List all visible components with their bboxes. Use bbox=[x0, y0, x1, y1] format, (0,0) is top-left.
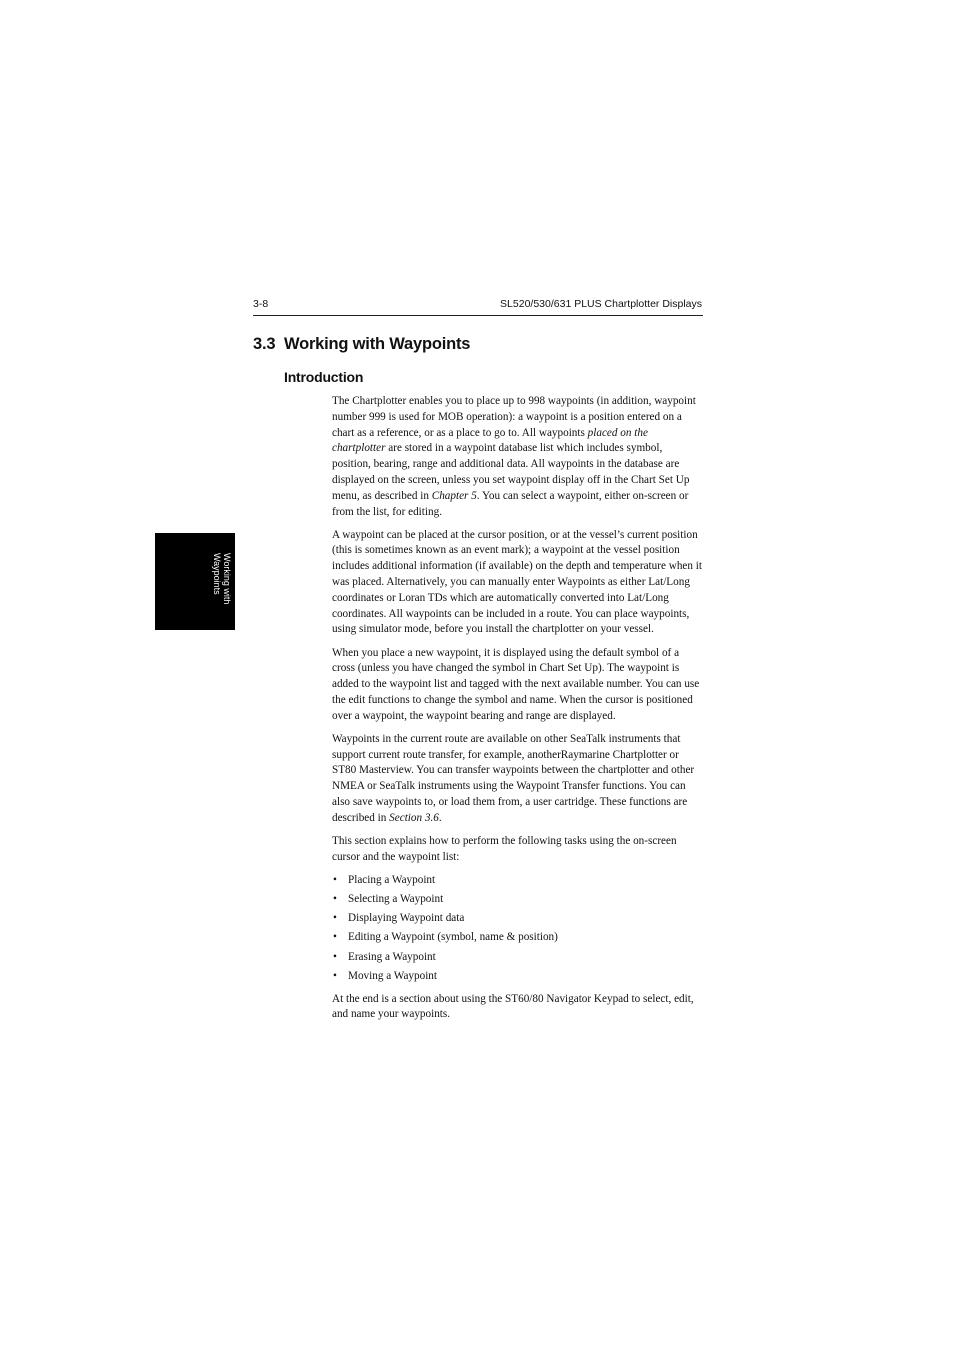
chapter-thumb-tab bbox=[155, 533, 235, 630]
paragraph-placement: A waypoint can be placed at the cursor position, or at the vessel’s current position (this is sometimes known as an event mark); a waypoint at the vessel position includes additional information (if available) on the depth and temperature when it was placed. Alternatively, you can manually enter Waypoints as either Lat/Long coordinates or Loran TDs which are automatically converted into Lat/Long coordinates. All waypoints can be included in a route. You can place waypoints, using simulator mode, before you install the chartplotter on your vessel. bbox=[332, 528, 702, 636]
paragraph-keypad: At the end is a section about using the ST60/80 Navigator Keypad to select, edit, and name your waypoints. bbox=[332, 992, 694, 1021]
list-item: • Moving a Waypoint bbox=[332, 969, 702, 985]
list-item: • Displaying Waypoint data bbox=[332, 911, 702, 927]
chapter-tab-label: Working with Waypoints bbox=[212, 553, 232, 605]
subsection-heading: Introduction bbox=[284, 369, 364, 385]
section-heading bbox=[253, 335, 470, 354]
section-reference: Section 3.6 bbox=[389, 811, 439, 824]
page-header bbox=[253, 296, 703, 316]
paragraph-transfer: Waypoints in the current route are available on other SeaTalk instruments that support current route transfer, for example, anotherRaymarine Chartplotter or ST80 Masterview. You can transfer waypoints between the chartplotter and other NMEA or SeaTalk instruments using the Waypoint Transfer functions. You can also save waypoints to, or load them from, a user cartridge. These functions are described in Section 3.6. bbox=[332, 732, 695, 824]
list-item: • Erasing a Waypoint bbox=[332, 950, 702, 966]
section-number: 3.3 bbox=[253, 335, 276, 353]
paragraph-tasks-intro: This section explains how to perform the following tasks using the on-screen cursor and the waypoint list: bbox=[332, 834, 677, 863]
list-item: • Placing a Waypoint bbox=[332, 873, 702, 889]
paragraph-new-waypoint: When you place a new waypoint, it is displayed using the default symbol of a cross (unless you have changed the symbol in Chart Set Up). The waypoint is added to the waypoint list and tagged with the next available number. You can use the edit functions to change the symbol and name. When the cursor is positioned over a waypoint, the waypoint bearing and range are displayed. bbox=[332, 646, 700, 722]
page-number: 3-8 bbox=[253, 298, 269, 310]
section-title: Working with Waypoints bbox=[284, 335, 471, 353]
body-text bbox=[332, 394, 702, 1030]
paragraph-intro: The Chartplotter enables you to place up to 998 waypoints (in addition, waypoint number 999 is used for MOB operation): a waypoint is a position entered on a chart as a reference, or as a place to go to. All waypoints placed on the chartplotter are stored in a waypoint database list which includes symbol, position, bearing, range and additional data. All waypoints in the database are displayed on the screen, unless you set waypoint display off in the Chart Set Up menu, as described in Chapter 5. You can select a waypoint, either on-screen or from the list, for editing. bbox=[332, 395, 696, 518]
document-title: SL520/530/631 PLUS Chartplotter Displays bbox=[500, 298, 702, 310]
list-item: • Editing a Waypoint (symbol, name & position) bbox=[332, 930, 702, 946]
emphasis-text: placed on the chartplotter bbox=[332, 426, 648, 455]
list-item: • Selecting a Waypoint bbox=[332, 892, 702, 908]
chapter-reference: Chapter 5 bbox=[431, 489, 477, 502]
task-list bbox=[332, 873, 702, 985]
